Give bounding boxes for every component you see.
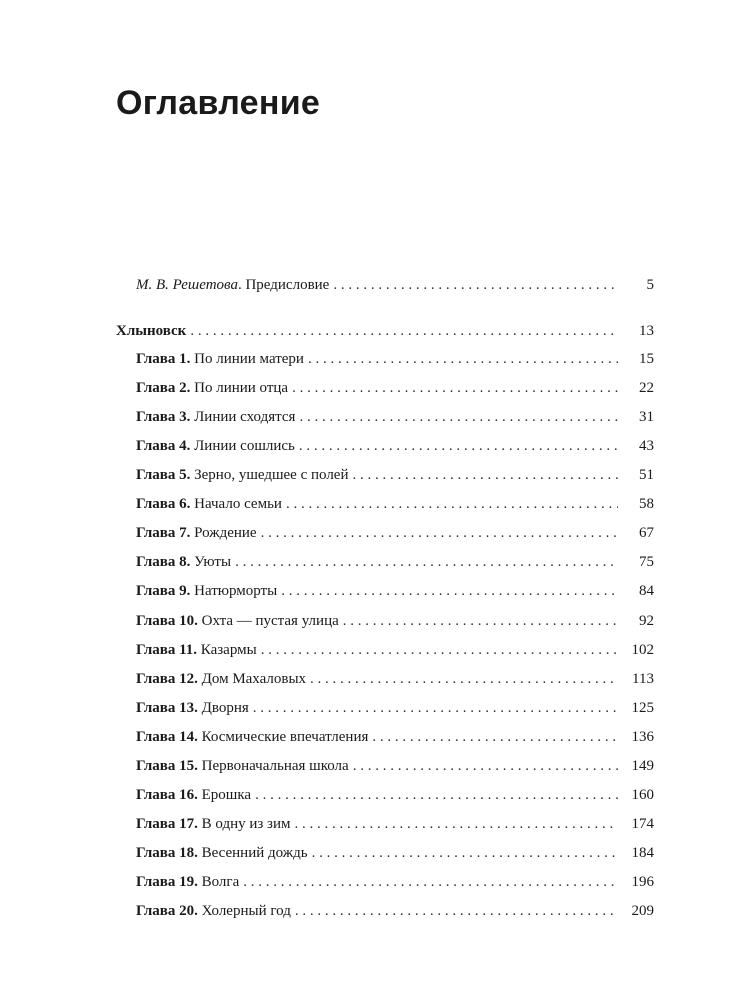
dot-leader (261, 522, 618, 544)
toc-label (136, 406, 295, 428)
dot-leader (261, 639, 618, 661)
toc-label (136, 784, 251, 806)
chapter-title: Весенний дождь (201, 844, 308, 861)
page-number: 58 (639, 496, 654, 513)
page-number: 84 (639, 583, 654, 600)
chapter-title: Зерно, ушедшее с полей (194, 467, 349, 484)
chapter-number: Глава 11. (136, 641, 198, 658)
page-title: Оглавление (116, 84, 321, 122)
toc-label (136, 900, 291, 922)
toc-label (136, 522, 257, 544)
toc-label (136, 274, 329, 296)
toc-label (136, 668, 306, 690)
dot-leader (333, 274, 618, 296)
chapter-title: Дворня (201, 699, 249, 716)
toc-row-chapter[interactable] (0, 406, 750, 428)
chapter-title: Охта — пустая улица (201, 612, 339, 629)
dot-leader (353, 755, 618, 777)
toc-row-chapter[interactable] (0, 522, 750, 544)
toc-label (136, 464, 349, 486)
chapter-number: Глава 3. (136, 409, 191, 426)
toc-row-chapter[interactable] (0, 464, 750, 486)
chapter-title: Ерошка (201, 786, 252, 803)
page-number: 22 (639, 380, 654, 397)
chapter-number: Глава 8. (136, 554, 191, 571)
toc-label (136, 377, 288, 399)
toc-label (136, 755, 349, 777)
toc-row-chapter[interactable] (0, 580, 750, 602)
toc-row-chapter[interactable] (0, 348, 750, 370)
toc-label (136, 551, 231, 573)
chapter-number: Глава 13. (136, 699, 198, 716)
chapter-title: Казармы (200, 641, 257, 658)
dot-leader (235, 551, 618, 573)
toc-label (116, 320, 186, 342)
toc-row-section[interactable] (0, 320, 750, 342)
toc-row-chapter[interactable] (0, 755, 750, 777)
page-number: 149 (631, 757, 654, 774)
toc-row-chapter[interactable] (0, 900, 750, 922)
dot-leader (299, 435, 618, 457)
page-number: 92 (639, 612, 654, 629)
chapter-title: Дом Махаловых (201, 670, 307, 687)
toc-label (136, 435, 295, 457)
toc-row-chapter[interactable] (0, 493, 750, 515)
page-number: 136 (631, 728, 654, 745)
toc-row-chapter[interactable] (0, 610, 750, 632)
toc-row-chapter[interactable] (0, 668, 750, 690)
toc-row-preface[interactable] (0, 274, 750, 296)
chapter-number: Глава 20. (136, 903, 198, 919)
page-number: 13 (639, 323, 654, 339)
chapter-title: Начало семьи (194, 496, 282, 513)
dot-leader (343, 610, 618, 632)
toc-label (136, 697, 249, 719)
dot-leader (310, 668, 618, 690)
chapter-number: Глава 17. (136, 815, 198, 832)
dot-leader (312, 842, 618, 864)
preface-author: М. В. Решетова (136, 277, 238, 293)
toc-row-chapter[interactable] (0, 842, 750, 864)
toc-row-chapter[interactable] (0, 813, 750, 835)
chapter-number: Глава 18. (136, 844, 198, 861)
dot-leader (286, 493, 618, 515)
chapter-number: Глава 10. (136, 612, 198, 629)
toc-label (136, 493, 282, 515)
chapter-title: Первоначальная школа (201, 757, 349, 774)
chapter-number: Глава 4. (136, 438, 191, 455)
toc-row-chapter[interactable] (0, 435, 750, 457)
chapter-number: Глава 6. (136, 496, 191, 513)
chapter-number: Глава 9. (136, 583, 191, 600)
chapter-number: Глава 1. (136, 351, 191, 367)
chapter-number: Глава 5. (136, 467, 191, 484)
dot-leader (243, 871, 618, 893)
page-number: 51 (639, 467, 654, 484)
page-number: 125 (631, 699, 654, 716)
toc-label (136, 348, 304, 370)
dot-leader (255, 784, 618, 806)
chapter-number: Глава 2. (136, 380, 191, 397)
dot-leader (295, 813, 618, 835)
dot-leader (281, 580, 618, 602)
toc-label (136, 842, 308, 864)
dot-leader (253, 697, 618, 719)
preface-text: . Предисловие (237, 277, 330, 293)
page-number: 75 (639, 554, 654, 571)
toc-label (136, 871, 239, 893)
toc-label (136, 580, 277, 602)
chapter-number: Глава 7. (136, 525, 191, 542)
chapter-title: Волга (201, 873, 240, 890)
page-number: 102 (631, 641, 654, 658)
toc-row-chapter[interactable] (0, 551, 750, 573)
dot-leader (372, 726, 618, 748)
chapter-title: По линии отца (194, 380, 289, 397)
chapter-title: Линии сходятся (194, 409, 296, 426)
page-number: 5 (646, 277, 654, 293)
dot-leader (308, 348, 618, 370)
page-number: 196 (631, 873, 654, 890)
chapter-title: Натюрморты (194, 583, 278, 600)
page-number: 174 (631, 815, 654, 832)
toc-label (136, 813, 291, 835)
page-number: 184 (631, 844, 654, 861)
toc-row-chapter[interactable] (0, 784, 750, 806)
section-title: Хлыновск (116, 323, 187, 339)
dot-leader (295, 900, 618, 922)
toc-row-chapter[interactable] (0, 377, 750, 399)
chapter-title: Линии сошлись (194, 438, 295, 455)
chapter-title: Уюты (194, 554, 232, 571)
chapter-number: Глава 19. (136, 873, 198, 890)
page-number: 43 (639, 438, 654, 455)
toc-label (136, 610, 339, 632)
page-number: 31 (639, 409, 654, 426)
toc-row-chapter[interactable] (0, 639, 750, 661)
chapter-number: Глава 15. (136, 757, 198, 774)
page-number: 113 (632, 670, 654, 687)
toc-row-chapter[interactable] (0, 697, 750, 719)
toc-row-chapter[interactable] (0, 871, 750, 893)
chapter-number: Глава 14. (136, 728, 198, 745)
dot-leader (299, 406, 618, 428)
dot-leader (353, 464, 619, 486)
chapter-number: Глава 16. (136, 786, 198, 803)
chapter-title: Космические впечатления (201, 728, 369, 745)
toc-label (136, 639, 257, 661)
dot-leader (190, 320, 618, 342)
page-number: 67 (639, 525, 654, 542)
page-number: 209 (631, 903, 654, 919)
chapter-number: Глава 12. (136, 670, 198, 687)
dot-leader (292, 377, 618, 399)
chapter-title: В одну из зим (201, 815, 291, 832)
page-number: 160 (631, 786, 654, 803)
page-number: 15 (639, 351, 654, 367)
chapter-title: Рождение (194, 525, 257, 542)
chapter-title: Холерный год (201, 903, 291, 919)
toc-label (136, 726, 368, 748)
toc-row-chapter[interactable] (0, 726, 750, 748)
chapter-title: По линии матери (194, 351, 304, 367)
